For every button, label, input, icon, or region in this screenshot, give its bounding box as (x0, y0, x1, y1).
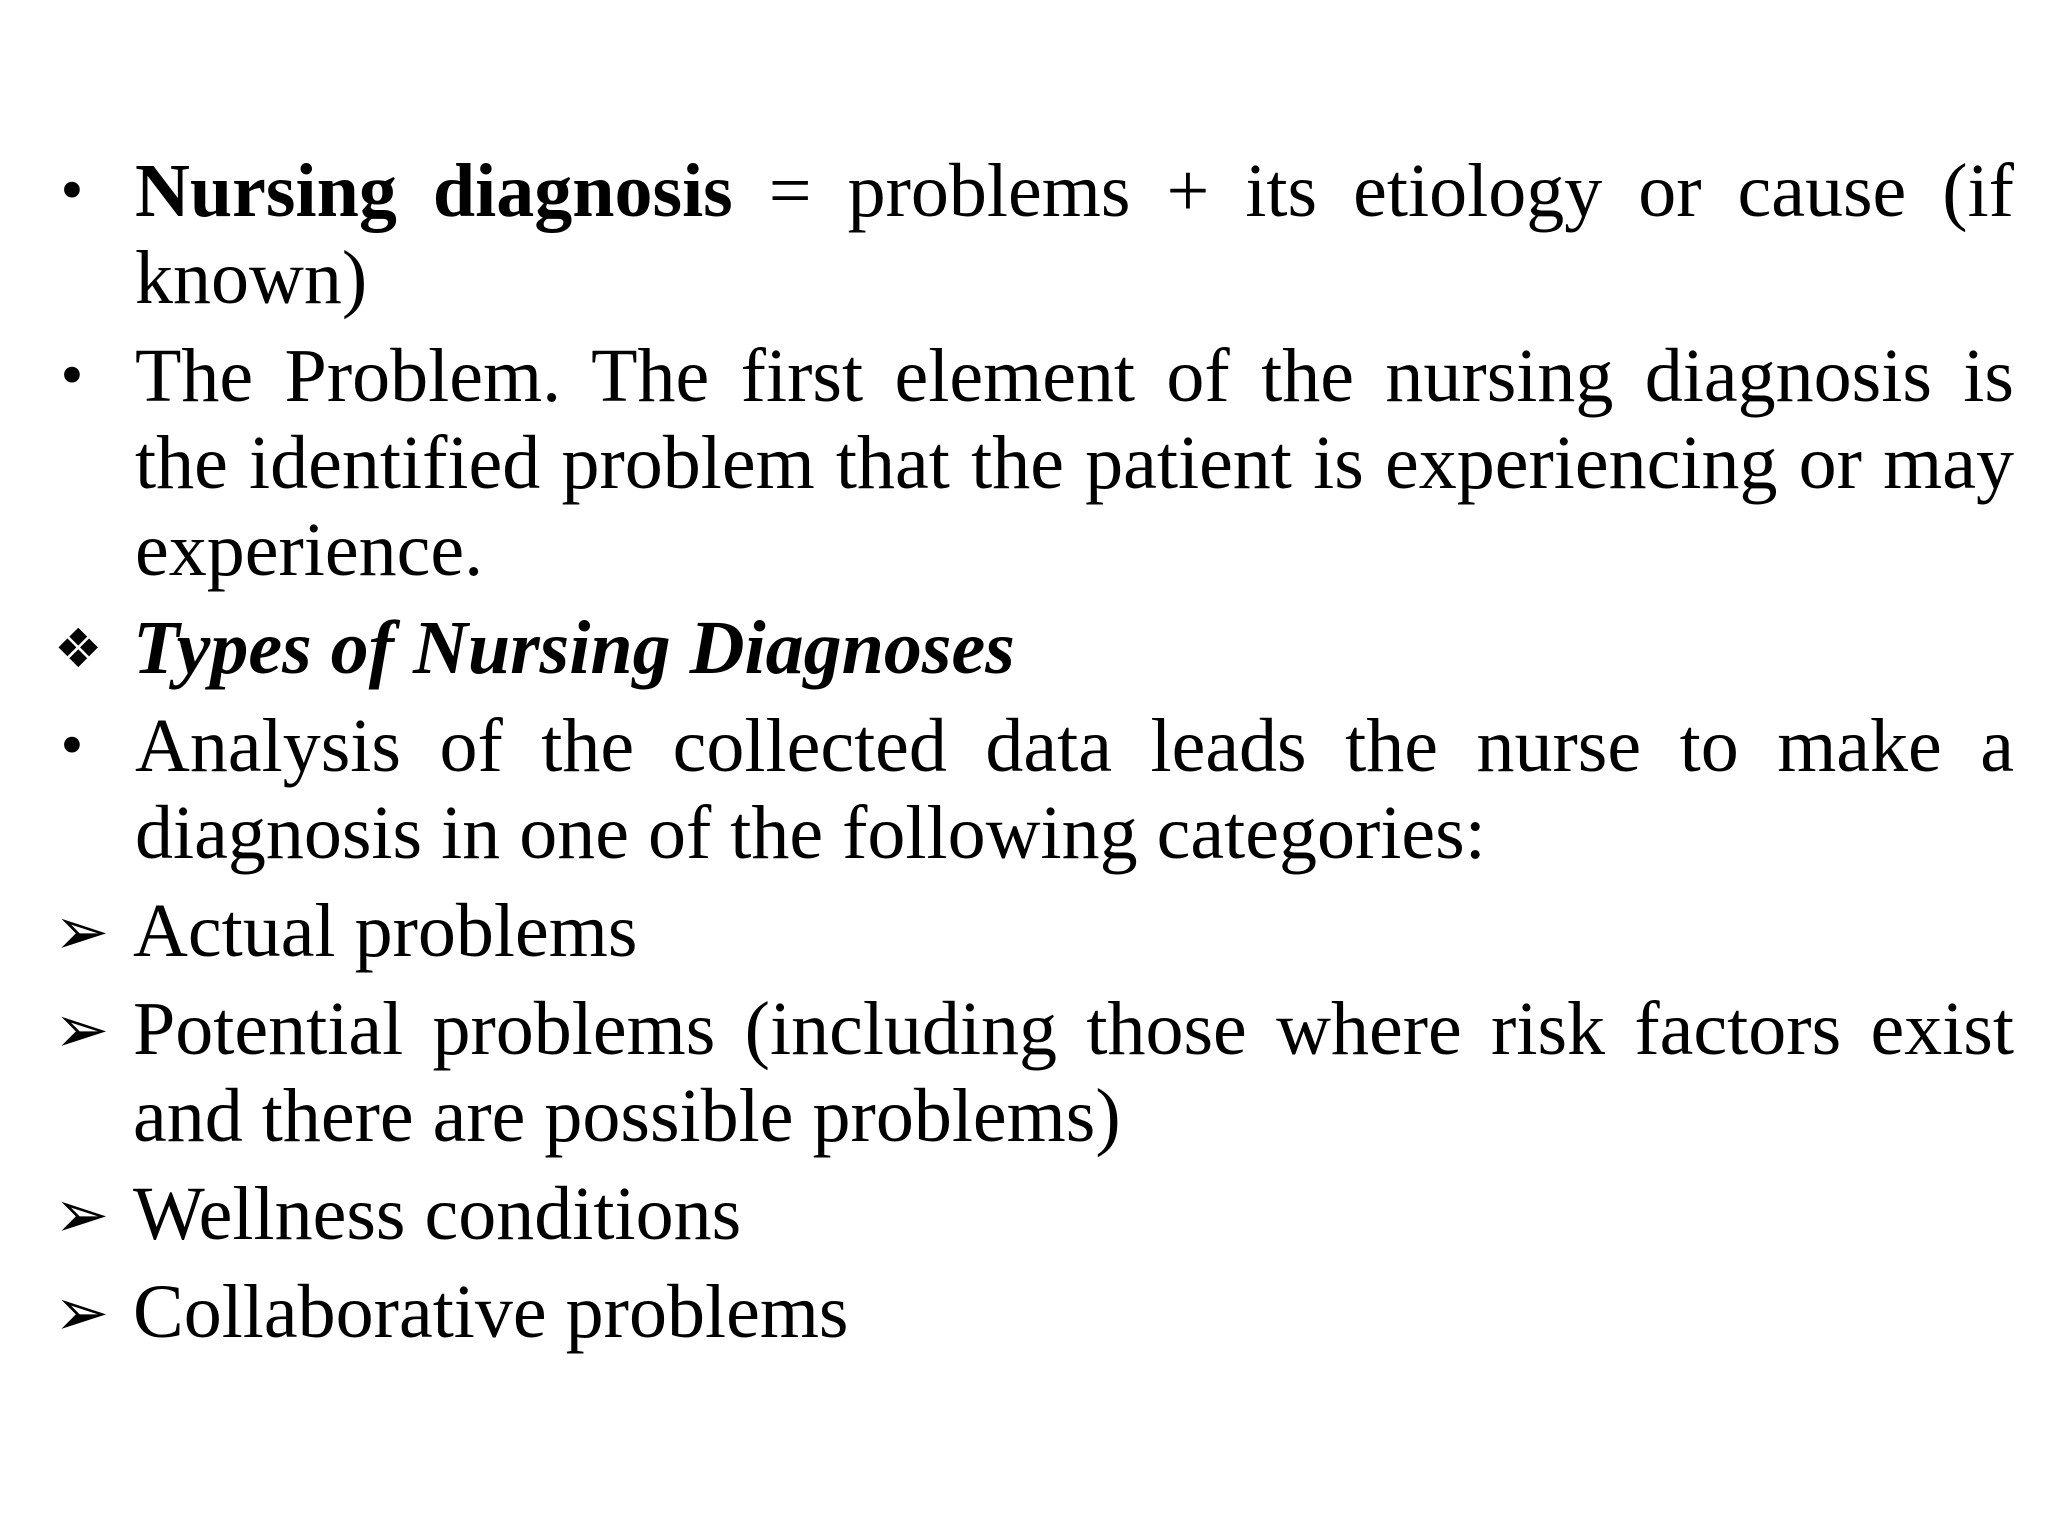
arrow-icon: ➢ (54, 893, 110, 970)
list-item-potential-problems (54, 986, 2014, 1160)
list-item-text: Actual problems (133, 889, 638, 973)
arrow-icon: ➢ (54, 1176, 110, 1253)
diamond-icon: ❖ (54, 617, 103, 680)
list-item-text: Potential problems (including those where risk factors exist and there are possible problems) (133, 987, 2014, 1158)
section-heading-text: Types of Nursing Diagnoses (133, 606, 1015, 690)
bold-term: Nursing diagnosis (135, 149, 733, 233)
definition-text: = problems + its etiology or cause (if known) (135, 149, 2014, 320)
list-item-text: Collaborative problems (133, 1270, 849, 1354)
arrow-icon: ➢ (54, 991, 110, 1068)
arrow-icon: ➢ (54, 1274, 110, 1351)
section-heading-types (54, 605, 2014, 692)
list-item-the-problem (54, 333, 2014, 594)
list-item-text: The Problem. The first element of the nursing diagnosis is the identified problem that the patient is experiencing or may experience. (135, 334, 2014, 592)
list-item-text (135, 148, 2014, 322)
list-item-nursing-diagnosis (54, 148, 2014, 322)
list-item-text: Analysis of the collected data leads the nurse to make a diagnosis in one of the following categories: (135, 704, 2014, 875)
bullet-icon: • (56, 715, 88, 778)
list-item-wellness-conditions (54, 1171, 2014, 1258)
list-item-actual-problems (54, 888, 2014, 975)
bullet-list (54, 148, 2014, 1367)
bullet-icon: • (56, 345, 88, 408)
bullet-icon: • (56, 160, 88, 223)
list-item-text: Wellness conditions (133, 1172, 742, 1256)
list-item-collaborative-problems (54, 1269, 2014, 1356)
list-item-analysis (54, 703, 2014, 877)
